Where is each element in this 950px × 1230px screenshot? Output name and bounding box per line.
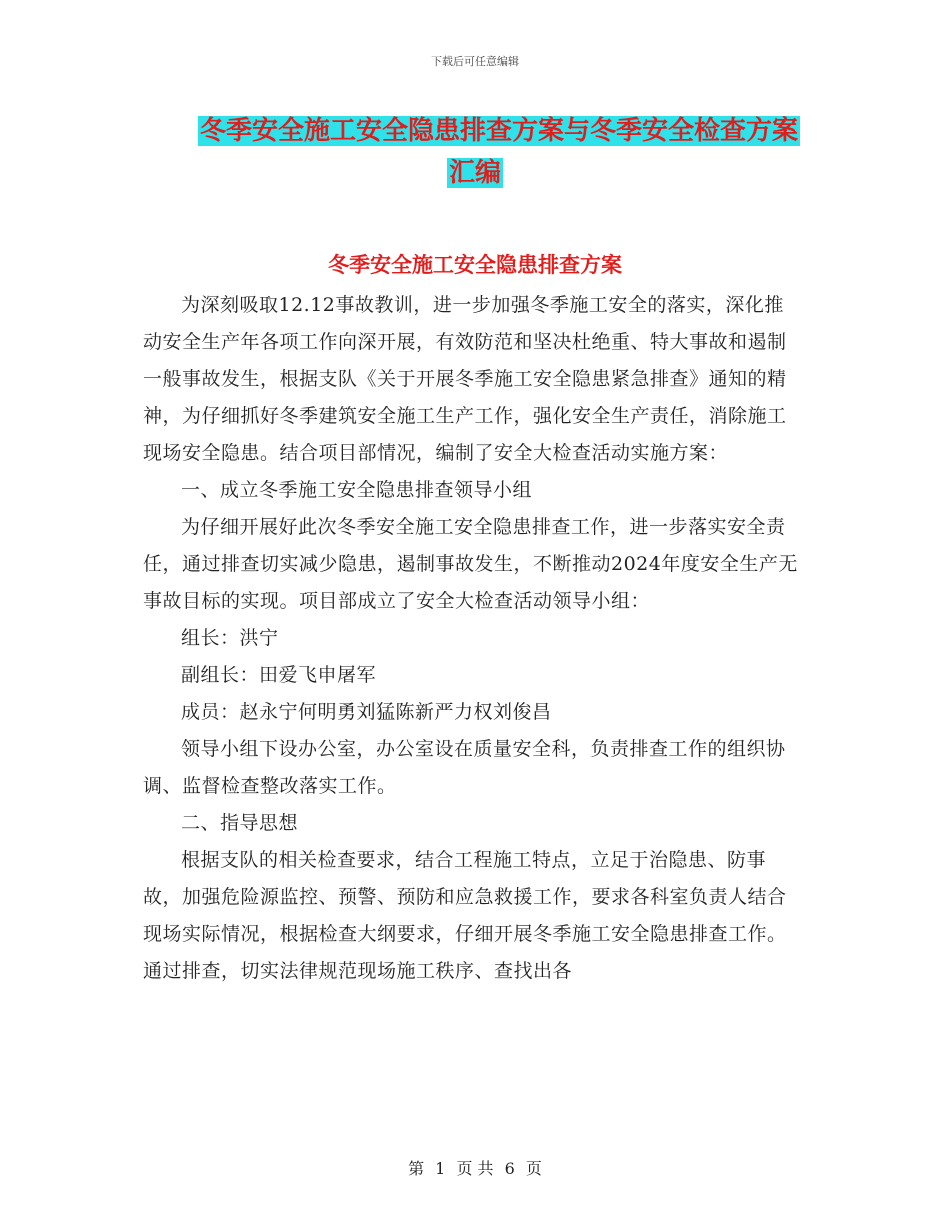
title-line-2: 汇编 [448,158,501,188]
section-title: 冬季安全施工安全隐患排查方案 [328,253,622,277]
header-note: 下载后可任意编辑 [431,55,519,68]
footer-prefix: 第 [408,1159,425,1178]
paragraph: 为仔细开展好此次冬季安全施工安全隐患排查工作，进一步落实安全责任，通过排查切实减少隐患，遏制事故发生，不断推动2024年度安全生产无事故目标的实现。项目部成立了安全大检查活动领导小组： [143,516,798,612]
total-page-count: 6 [504,1159,515,1178]
page-footer [0,1156,950,1179]
paragraph: 为深刻吸取12.12事故教训，进一步加强冬季施工安全的落实，深化推动安全生产年各项工作向深开展，有效防范和坚决杜绝重、特大事故和遏制一般事故发生，根据支队《关于开展冬季施工安全隐患紧急排查》通知的精神，为仔细抓好冬季建筑安全施工生产工作，强化安全生产责任，消除施工现场安全隐患。结合项目部情况，编制了安全大检查活动实施方案： [143,294,787,464]
paragraph: 根据支队的相关检查要求，结合工程施工特点，立足于治隐患、防事故，加强危险源监控、预警、预防和应急救援工作，要求各科室负责人结合现场实际情况，根据检查大纲要求，仔细开展冬季施工安全隐患排查工作。通过排查，切实法律规范现场施工秩序、查找出各 [143,849,787,982]
paragraph: 一、成立冬季施工安全隐患排查领导小组 [181,479,533,501]
title-line-1: 冬季安全施工安全隐患排查方案与冬季安全检查方案 [199,116,798,146]
paragraph: 领导小组下设办公室，办公室设在质量安全科，负责排查工作的组织协调、监督检查整改落实工作。 [143,738,786,797]
document-body [143,287,803,990]
paragraph: 副组长：田爱飞申屠军 [181,664,377,686]
document-title [0,110,950,194]
paragraph: 组长：洪宁 [181,627,279,649]
paragraph: 成员：赵永宁何明勇刘猛陈新严力权刘俊昌 [181,701,552,723]
current-page-number: 1 [435,1159,446,1178]
paragraph: 二、指导思想 [181,812,299,834]
footer-mid: 页 共 [456,1159,494,1178]
footer-suffix: 页 [525,1159,542,1178]
